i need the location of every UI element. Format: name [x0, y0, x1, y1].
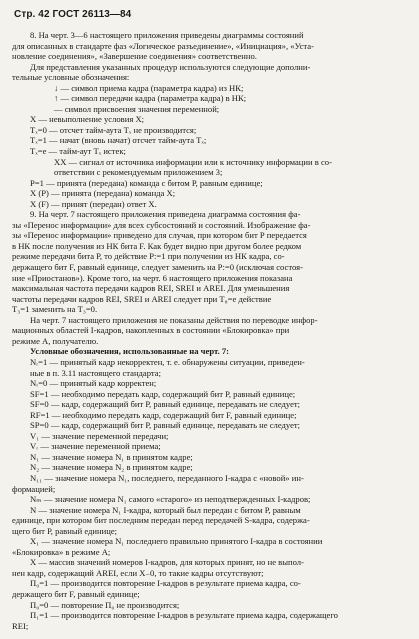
- text-line: N — значение номера N₁ I-кадра, который был передан с битом Р, равным: [30, 504, 301, 515]
- text-line: Π₀=0 — повторение Π₀ не производится;: [30, 599, 180, 610]
- text-line: ные в п. 3.11 настоящего стандарта;: [30, 367, 161, 378]
- text-line: N₂ — значение номера N₂ в принятом кадре;: [30, 462, 193, 473]
- text-line: частоты передачи кадров REI, SREI и AREI следует при T₈=е действие: [12, 293, 272, 304]
- text-line: Для представления указанных процедур используются следующие дополни-: [30, 61, 311, 72]
- text-line: мационных областей I-кадров, накопленных в состоянии «Блокировка» при: [12, 325, 290, 336]
- document-body: [12, 30, 408, 631]
- page-header: Стр. 42 ГОСТ 26113—84: [14, 9, 132, 20]
- text-line: — символ присвоения значения переменной;: [54, 103, 220, 114]
- text-line: Tₓ=е — тайм-аут Tₓ истек;: [30, 146, 126, 157]
- text-line: N₁ — значение номера N₁ в принятом кадре;: [30, 451, 193, 462]
- text-line: X (P) — принята (передана) команда X;: [30, 188, 176, 199]
- text-line: ответствии с рекомендуемым приложением 3;: [54, 167, 223, 178]
- text-line: 9. На черт. 7 настоящего приложения приведена диаграмма состояния фа-: [30, 209, 301, 220]
- text-line: X (F) — принят (передан) ответ X.: [30, 198, 157, 209]
- text-line: держащего бит F, равный единице, следует заменить на P:=0 (исключая состоя-: [12, 262, 303, 273]
- text-line: XX — сигнал от источника информации или к источнику информации в со-: [54, 156, 332, 167]
- text-line: На черт. 7 настоящего приложения не показаны действия по переводке инфор-: [30, 314, 318, 325]
- text-line: Nᵣ=1 — принятый кадр некорректен, т. е. обнаружены ситуации, приведен-: [30, 356, 305, 367]
- text-line: REI;: [12, 620, 29, 631]
- text-line: 8. На черт. 3—6 настоящего приложения приведены диаграммы состояний: [30, 30, 304, 40]
- text-line: щего бит Р, равный единице;: [12, 525, 118, 536]
- text-line: SF=0 — кадр, содержащий бит Р, равный единице, передавать не следует;: [30, 399, 301, 410]
- text-line: V₁ — значение переменной передачи;: [30, 430, 169, 441]
- text-line: Nᵣ=0 — принятый кадр корректен;: [30, 378, 157, 389]
- text-line: максимальная частота передачи кадров REI, SREI и AREI. Для уменьшения: [12, 283, 290, 294]
- text-line: Tₓ=0 — отсчет тайм-аута Tₓ не производится;: [30, 124, 197, 135]
- text-line: X — невыполнение условия X;: [30, 114, 145, 125]
- text-line: RF=1 — необходимо передать кадр, содержащий бит F, равный единице;: [30, 409, 297, 420]
- text-line: Π₀=1 — производится повторение I-кадров в результате приема кадра, со-: [30, 578, 301, 589]
- text-line: «Блокировка» в режиме А;: [12, 546, 111, 557]
- text-line: держащего бит F, равный единице;: [12, 588, 140, 599]
- text-line: X — массив значений номеров I-кадров, для которых принят, но не выпол-: [30, 557, 304, 568]
- text-line: Tₓ=1 — начат (вновь начат) отсчет тайм-аута Tₓ;: [30, 135, 207, 146]
- text-line: режиме передачи бита Р, то действие P:=1 при получении из НК кадра, со-: [12, 251, 285, 262]
- text-line: Vᵣ — значение переменной приема;: [30, 441, 161, 452]
- text-line: зы «Перенос информации» для всех субсостояний и состояний. Изображение фа-: [12, 219, 311, 230]
- text-line: формацией;: [12, 483, 56, 494]
- text-line: новление соединения», «Завершение соединения» соответственно.: [12, 51, 257, 62]
- text-line: Nₘ — значение номера N₁ самого «старого» из неподтвержденных I-кадров;: [30, 494, 311, 505]
- text-line: SP=0 — кадр, содержащий бит Р, равный единице, передавать не следует;: [30, 420, 301, 431]
- text-line: ↓ — символ приема кадра (параметра кадра) из НК;: [54, 82, 244, 93]
- text-line: нен кадр, содержащий AREI, если X₋0, то такие кадры отсутствуют;: [12, 567, 264, 578]
- text-line: Π₁=1 — производится повторение I-кадров в результате приема кадра, содержащего: [30, 610, 338, 621]
- text-line: T₃=1 заменить на T₃=0.: [12, 304, 98, 315]
- text-line: P=1 — принята (передана) команда с битом Р, равным единице;: [30, 177, 263, 188]
- text-line: ние «Приостанов»). Кроме того, на черт. 6 настоящего приложения показана: [12, 272, 293, 283]
- text-line: X₁ — значение номера N₁ последнего правильно принятого I-кадра в состоянии: [30, 536, 323, 547]
- text-line: зы «Перенос информации» приведено для случая, при котором бит Р передается: [12, 230, 307, 241]
- text-line: в НК после получения из НК бита F. Как будет видно при другом более редком: [12, 240, 302, 251]
- text-line: SF=1 — необходимо передать кадр, содержащий бит Р, равный единице;: [30, 388, 296, 399]
- text-line: тельные условные обозначения:: [12, 72, 130, 83]
- text-line: единице, при котором бит последним передан перед передачей S-кадра, содержа-: [12, 515, 310, 526]
- text-line: N₁₁ — значение номера N₁, последнего, переданного I-кадра с «новой» ин-: [30, 472, 304, 483]
- text-line: ↑ — символ передачи кадра (параметра кадра) в НК;: [54, 93, 247, 104]
- text-line: для описанных в стандарте фаз «Логическое разъединение», «Инициация», «Уста-: [12, 40, 314, 51]
- text-line: Условные обозначения, использованные на черт. 7:: [30, 346, 230, 357]
- text-line: режиме А, получателю.: [12, 335, 99, 346]
